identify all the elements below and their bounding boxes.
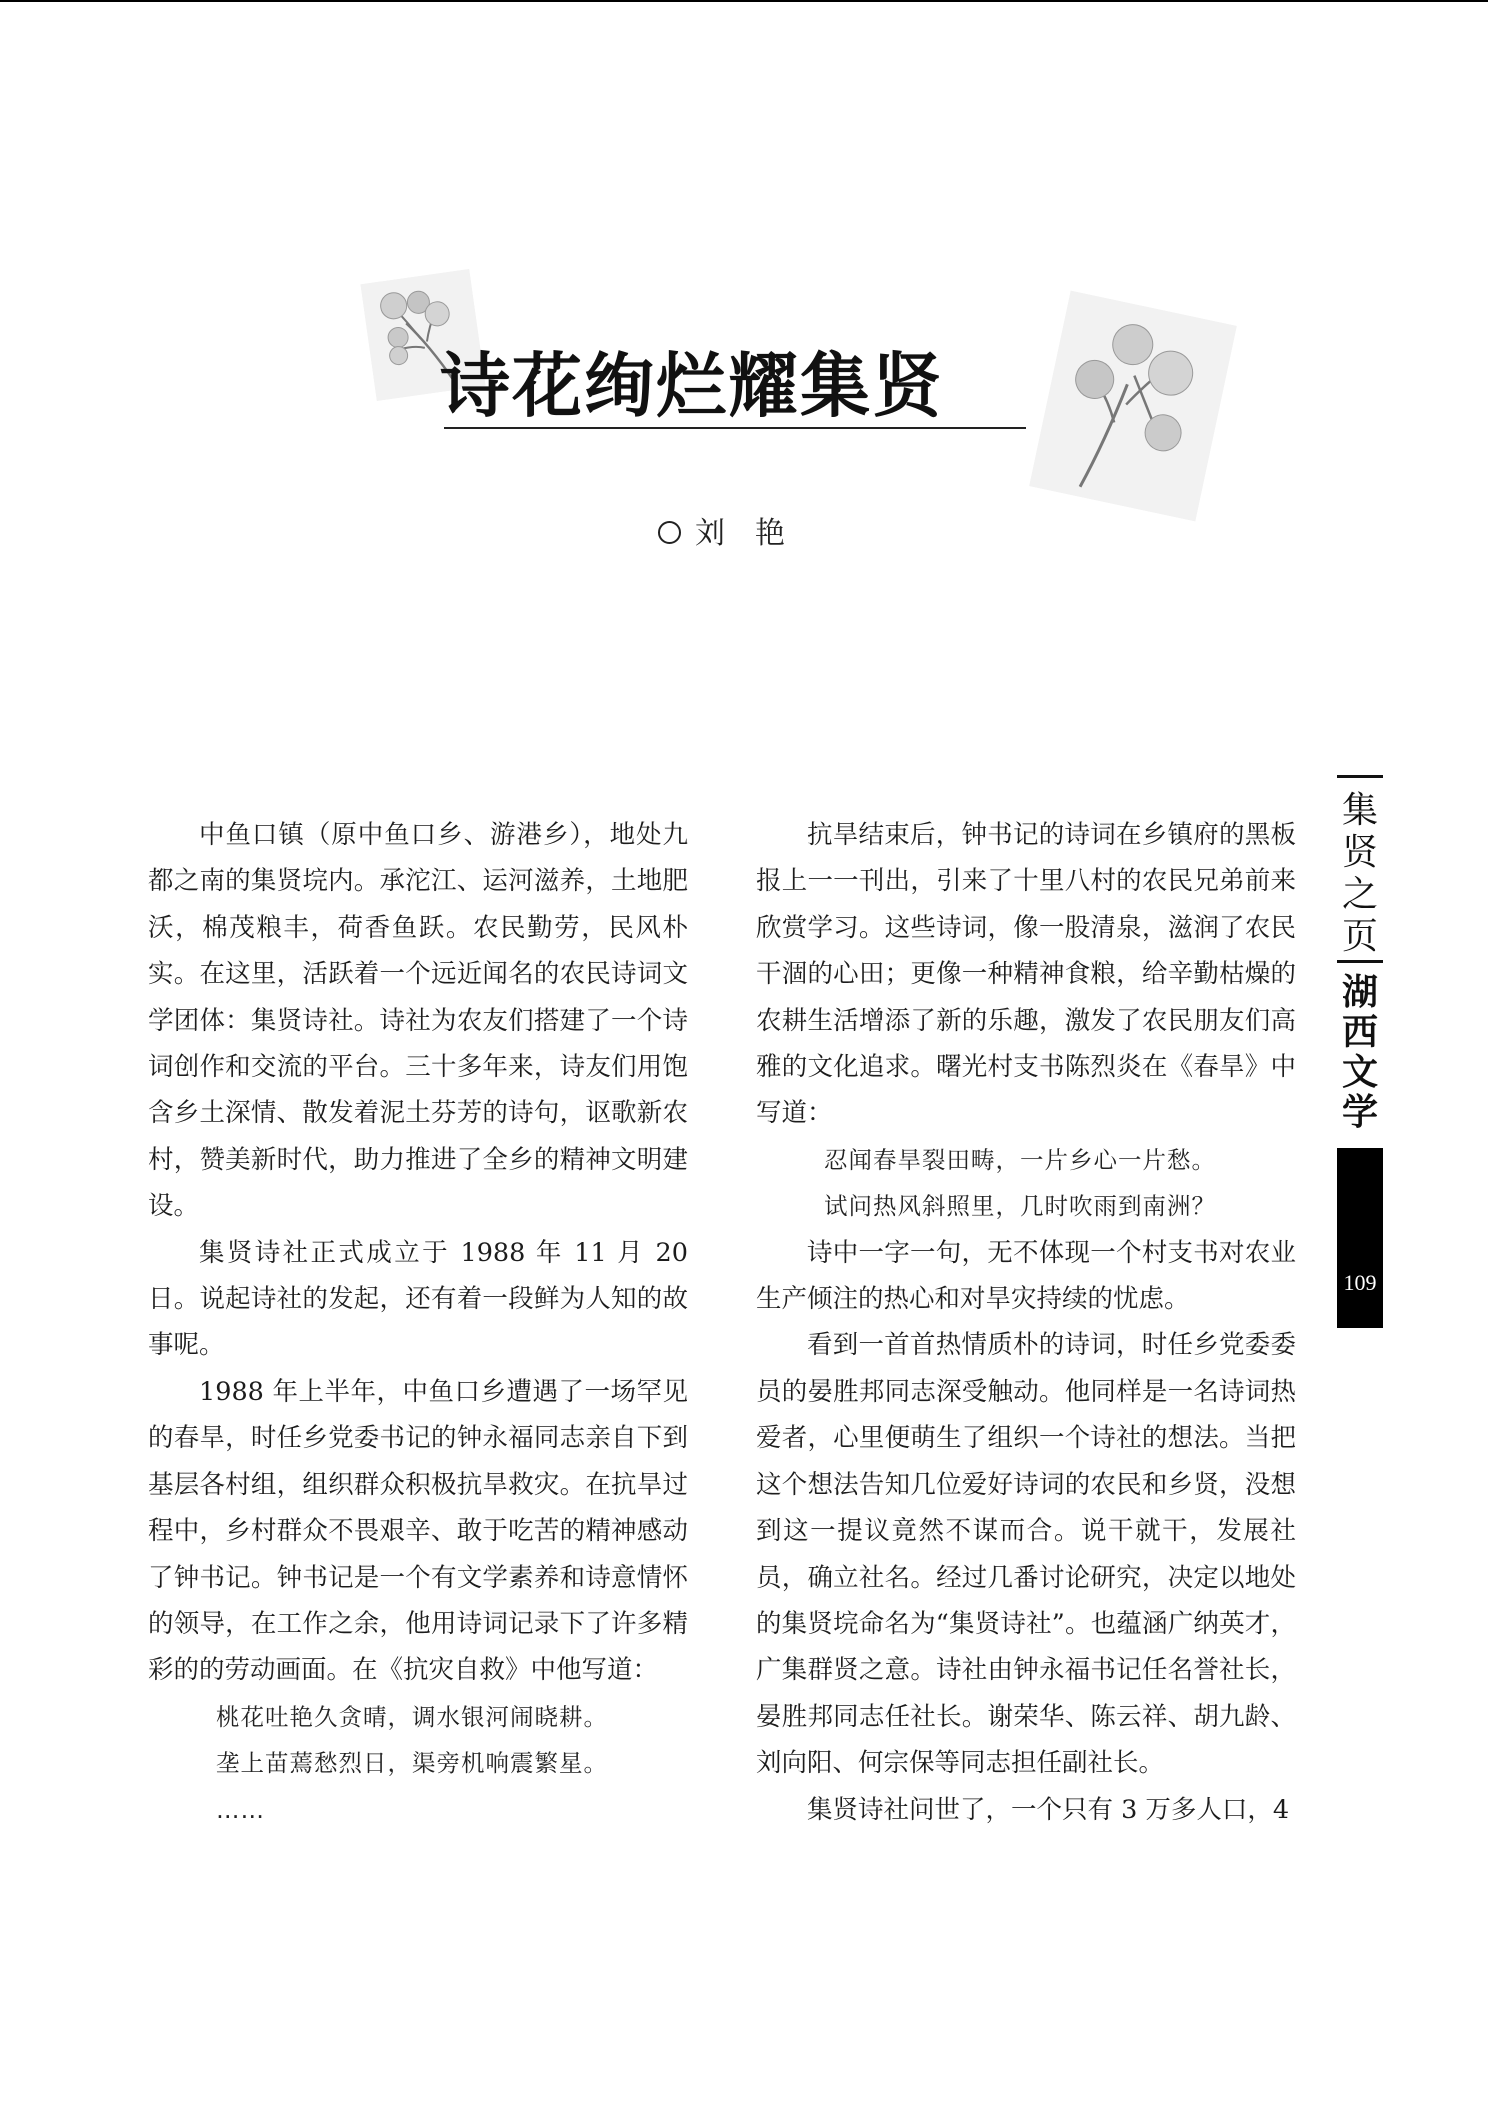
circle-icon [658, 521, 681, 544]
right-column [756, 812, 1296, 1833]
paragraph: 集贤诗社正式成立于 1988 年 11 月 20 日。说起诗社的发起，还有着一段鲜为人知的故事呢。 [148, 1237, 688, 1361]
page-number-tab [1337, 1148, 1383, 1328]
poem-line: 桃花吐艳久贪晴，调水银河闹晓耕。 [216, 1702, 608, 1731]
paragraph: 诗中一字一句，无不体现一个村支书对农业生产倾注的热心和对旱灾持续的忧虑。 [756, 1237, 1296, 1315]
paragraph: 看到一首首热情质朴的诗词，时任乡党委委员的晏胜邦同志深受触动。他同样是一名诗词热爱者，心里便萌生了组织一个诗社的想法。当把这个想法告知几位爱好诗词的农民和乡贤，没想到这一提议竟然不谋而合。说干就干，发展社员，确立社名。经过几番讨论研究，决定以地处的集贤垸命名为“集贤诗社”。也蕴涵广纳英才，广集群贤之意。诗社由钟永福书记任名誉社长，晏胜邦同志任社长。谢荣华、陈云祥、胡九龄、刘向阳、何宗保等同志担任副社长。 [756, 1330, 1296, 1779]
side-rule-middle [1337, 960, 1383, 963]
paragraph: 集贤诗社问世了，一个只有 3 万多人口，4 [807, 1794, 1290, 1825]
paragraph: 中鱼口镇（原中鱼口乡、游港乡），地处九都之南的集贤垸内。承沱江、运河滋养，土地肥沃，棉茂粮丰，荷香鱼跃。农民勤劳，民风朴实。在这里，活跃着一个远近闻名的农民诗词文学团体：集贤诗社。诗社为农友们搭建了一个诗词创作和交流的平台。三十多年来，诗友们用饱含乡土深情、散发着泥土芬芳的诗句，讴歌新农村，赞美新时代，助力推进了全乡的精神文明建设。 [148, 820, 688, 1222]
page-number: 109 [1343, 1270, 1377, 1295]
side-rule-top [1337, 775, 1383, 778]
author-name: 刘 艳 [695, 516, 785, 551]
poem-line: 忍闻春旱裂田畴，一片乡心一片愁。 [824, 1145, 1216, 1174]
magazine-name: 湖 西 文 学 [1341, 972, 1378, 1133]
section-name: 集 贤 之 页 [1341, 790, 1378, 957]
article-title: 诗花绚烂耀集贤 [440, 345, 944, 427]
paragraph: 1988 年上半年，中鱼口乡遭遇了一场罕见的春旱，时任乡党委书记的钟永福同志亲自下到基层各村组，组织群众积极抗旱救灾。在抗旱过程中，乡村群众不畏艰辛、敢于吃苦的精神感动了钟书记。钟书记是一个有文学素养和诗意情怀的领导，在工作之余，他用诗词记录下了许多精彩的的劳动画面。在《抗灾自救》中他写道： [148, 1376, 688, 1686]
top-border-line [0, 0, 1488, 2]
poem-line: 垄上苗蔫愁烈日，渠旁机响震繁星。 [216, 1749, 608, 1778]
left-column [148, 812, 688, 1833]
author-line [658, 508, 785, 552]
title-underline [444, 427, 1026, 429]
poem-line: …… [216, 1795, 265, 1824]
poem-line: 试问热风斜照里，几时吹雨到南洲？ [824, 1192, 1216, 1221]
paragraph: 抗旱结束后，钟书记的诗词在乡镇府的黑板报上一一刊出，引来了十里八村的农民兄弟前来欣赏学习。这些诗词，像一股清泉，滋润了农民干涸的心田；更像一种精神食粮，给辛勤枯燥的农耕生活增添了新的乐趣，激发了农民朋友们高雅的文化追求。曙光村支书陈烈炎在《春旱》中写道： [756, 820, 1296, 1129]
